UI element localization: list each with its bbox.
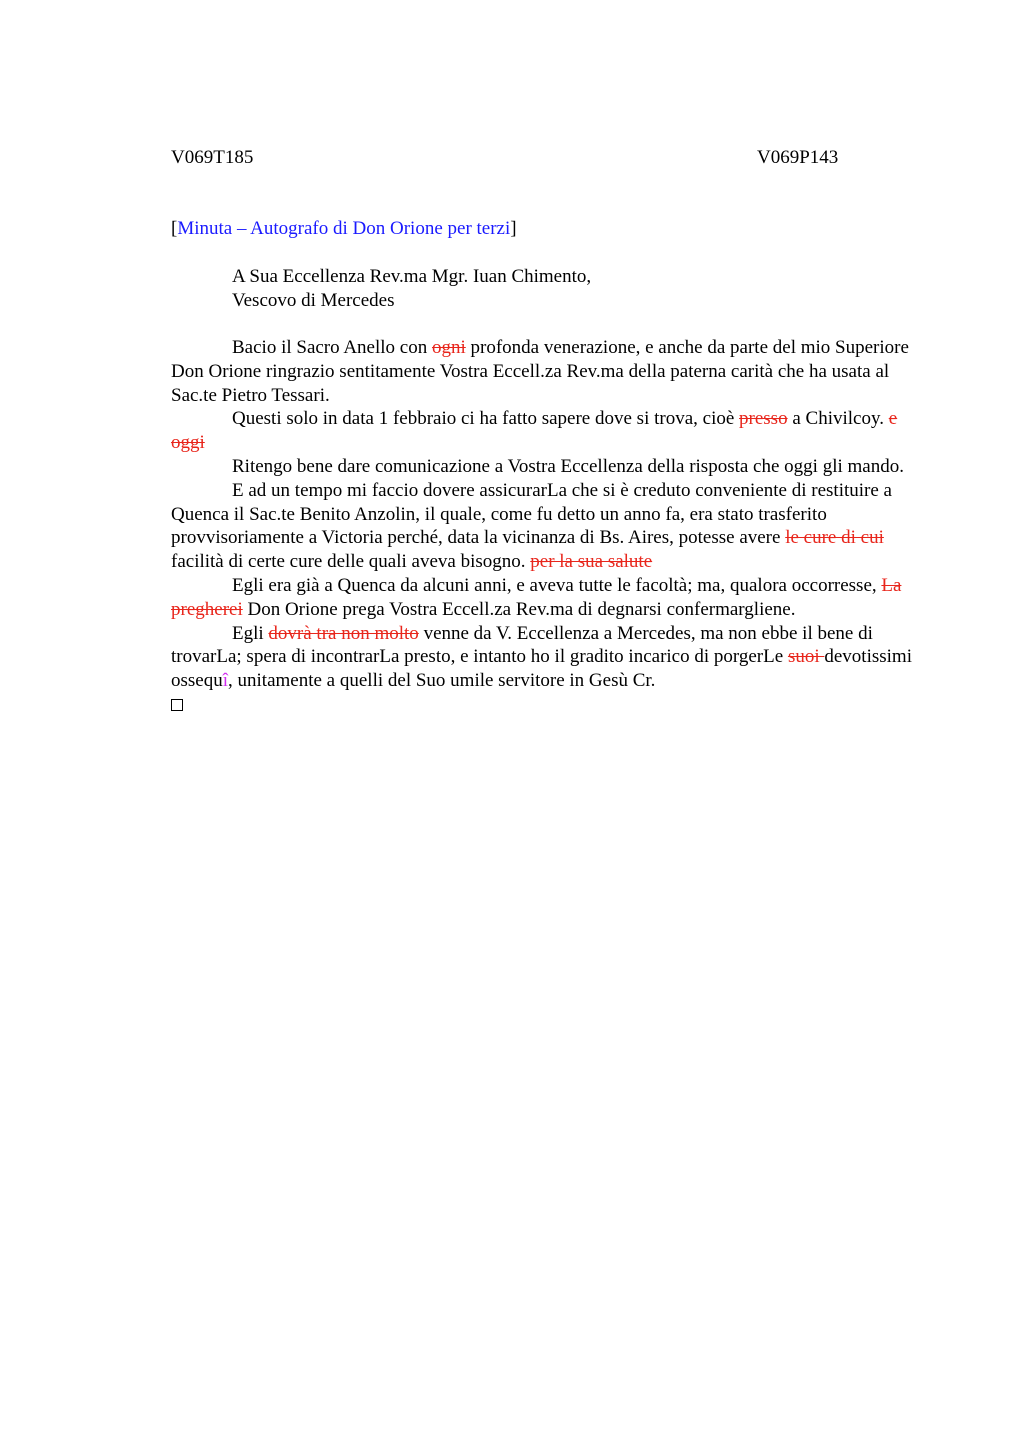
text-segment: facilità di certe cure delle quali aveva bisogno.	[171, 551, 531, 573]
text-segment: a Chivilcoy.	[787, 408, 889, 430]
note-open-bracket: [	[171, 218, 178, 239]
editorial-note	[171, 217, 517, 241]
deleted-text: ogni	[431, 337, 466, 358]
letter-body	[171, 336, 919, 718]
text-segment: Bacio il Sacro Anello con	[232, 337, 432, 358]
address-block	[232, 265, 591, 313]
text-segment: venne da V. Eccellenza a Mercedes, ma non ebbe il bene di trovarLa; spera di incontrarLa presto, e intanto ho il gradito incarico di porgerLe	[171, 622, 873, 668]
deleted-text: per la sua salute	[530, 551, 653, 573]
text-segment: profonda venerazione, e anche da parte del mio Superiore Don Orione ringrazio sentitamente Vostra Eccell.za Rev.ma della paterna carità che ha usata al Sac.te Pietro Tessari.	[171, 337, 909, 406]
text-segment: Egli era già a Quenca da alcuni anni, e aveva tutte le facoltà; ma, qualora occorresse,	[232, 574, 882, 596]
deleted-text: La pregherei	[171, 574, 902, 620]
deleted-text: presso	[739, 408, 788, 430]
text-segment: E ad un tempo mi faccio dovere assicurarLa che si è creduto conveniente di restituire a Quenca il Sac.te Benito Anzolin, il quale, come fu detto un anno fa, era stato trasferito provvisoriamente a Victoria perché, data la vicinanza di Bs. Aires, potesse avere	[171, 479, 892, 549]
note-text: Minuta – Autografo di Don Orione per terzi	[177, 218, 511, 239]
deleted-text: dovrà tra non molto	[268, 622, 419, 644]
empty-square-icon	[171, 693, 919, 718]
note-close-bracket: ]	[510, 218, 517, 239]
paragraph-3	[171, 455, 919, 479]
paragraph-6	[171, 622, 919, 693]
deleted-text: suoi	[787, 646, 825, 668]
text-segment: devotissimi ossequ	[171, 646, 912, 692]
address-line-1: A Sua Eccellenza Rev.ma Mgr. Iuan Chimento,	[232, 266, 592, 287]
text-segment: Egli	[232, 622, 269, 644]
paragraph-4	[171, 479, 919, 574]
text-segment: Ritengo bene dare comunicazione a Vostra Eccellenza della risposta che oggi gli mando.	[232, 455, 904, 477]
text-segment: Questi solo in data 1 febbraio ci ha fatto sapere dove si trova, cioè	[232, 408, 740, 430]
document-code-right: V069P143	[757, 147, 839, 168]
address-line-2: Vescovo di Mercedes	[232, 290, 395, 311]
text-segment: Don Orione prega Vostra Eccell.za Rev.ma di degnarsi confermargliene.	[242, 598, 796, 620]
text-segment: , unitamente a quelli del Suo umile servitore in Gesù Cr.	[228, 670, 656, 692]
deleted-text: e oggi	[171, 408, 898, 454]
paragraph-2	[171, 407, 919, 455]
document-code-left: V069T185	[171, 147, 254, 168]
highlighted-character: î	[222, 670, 229, 692]
paragraph-5	[171, 574, 919, 622]
paragraph-1	[171, 336, 919, 407]
deleted-text: le cure di cui	[785, 527, 884, 549]
